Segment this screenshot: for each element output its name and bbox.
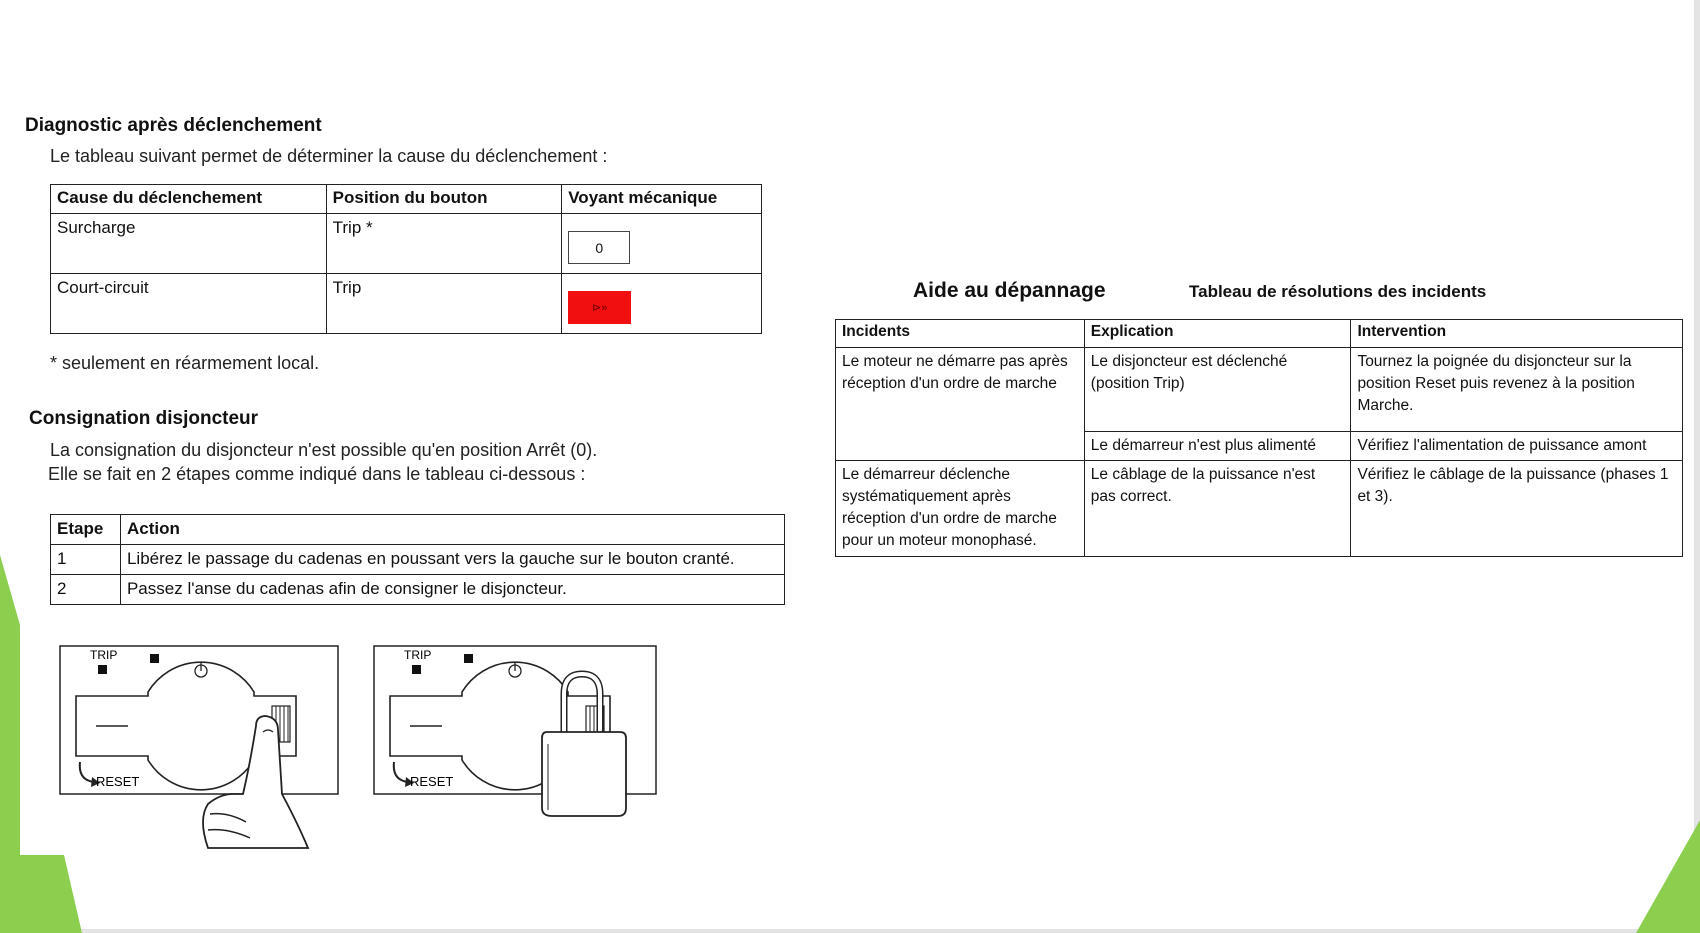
incident-cell: Le démarreur déclenche systématiquement après réception d'un ordre de marche pour un moteur monophasé. [836, 461, 1085, 557]
cause-cell: Court-circuit [51, 274, 327, 334]
etape-cell: 2 [51, 575, 121, 605]
etape-cell: 1 [51, 545, 121, 575]
explication-cell: Le disjoncteur est déclenché (position Trip) [1084, 348, 1351, 432]
table-row [836, 461, 1683, 557]
aide-subtitle: Tableau de résolutions des incidents [1189, 282, 1487, 301]
intervention-cell: Vérifiez le câblage de la puissance (phases 1 et 3). [1351, 461, 1683, 557]
table-row [836, 348, 1683, 432]
header-cause: Cause du déclenchement [51, 185, 327, 214]
incident-cell: Le moteur ne démarre pas après réception d'un ordre de marche [836, 348, 1085, 461]
frame-bottom-edge [0, 929, 1700, 933]
explication-cell: Le câblage de la puissance n'est pas correct. [1084, 461, 1351, 557]
consignation-line2: Elle se fait en 2 étapes comme indiqué dans le tableau ci-dessous : [48, 464, 586, 484]
table-row [51, 545, 785, 575]
intervention-cell: Tournez la poignée du disjoncteur sur la position Reset puis revenez à la position Marche. [1351, 348, 1683, 432]
reset-label: RESET [96, 774, 140, 789]
illustration-step-1 [58, 644, 348, 854]
header-explication: Explication [1084, 320, 1351, 348]
voyant-white-indicator: 0 [568, 231, 630, 264]
etape-table [50, 514, 785, 605]
header-position: Position du bouton [326, 185, 562, 214]
diagnostic-title: Diagnostic après déclenchement [25, 115, 322, 136]
trip-label: TRIP [90, 648, 118, 662]
diagnostic-table [50, 184, 762, 334]
reset-label: RESET [410, 774, 454, 789]
table-header-row [51, 185, 762, 214]
aide-table [835, 319, 1683, 557]
trip-label: TRIP [404, 648, 432, 662]
intervention-cell: Vérifiez l'alimentation de puissance amont [1351, 432, 1683, 461]
consignation-line1: La consignation du disjoncteur n'est possible qu'en position Arrêt (0). [50, 440, 598, 460]
illustration-step-2 [372, 644, 662, 824]
green-right-accent [1636, 820, 1700, 933]
action-cell: Libérez le passage du cadenas en poussant vers la gauche sur le bouton cranté. [120, 545, 784, 575]
voyant-cell [562, 214, 762, 274]
header-voyant: Voyant mécanique [562, 185, 762, 214]
voyant-cell [562, 274, 762, 334]
voyant-red-indicator: ⊳» [568, 291, 631, 324]
position-cell: Trip [326, 274, 562, 334]
table-row [51, 214, 762, 274]
explication-cell: Le démarreur n'est plus alimenté [1084, 432, 1351, 461]
table-header-row [836, 320, 1683, 348]
aide-title: Aide au dépannage [913, 279, 1106, 302]
action-cell: Passez l'anse du cadenas afin de consigner le disjoncteur. [120, 575, 784, 605]
diagnostic-intro: Le tableau suivant permet de déterminer la cause du déclenchement : [50, 146, 608, 166]
header-incidents: Incidents [836, 320, 1085, 348]
header-action: Action [120, 515, 784, 545]
consignation-title: Consignation disjoncteur [29, 408, 259, 429]
diagnostic-footnote: * seulement en réarmement local. [50, 353, 320, 373]
position-cell: Trip * [326, 214, 562, 274]
table-row [51, 274, 762, 334]
header-etape: Etape [51, 515, 121, 545]
frame-right-edge [1694, 0, 1700, 933]
cause-cell: Surcharge [51, 214, 327, 274]
table-row [51, 575, 785, 605]
table-header-row [51, 515, 785, 545]
header-intervention: Intervention [1351, 320, 1683, 348]
